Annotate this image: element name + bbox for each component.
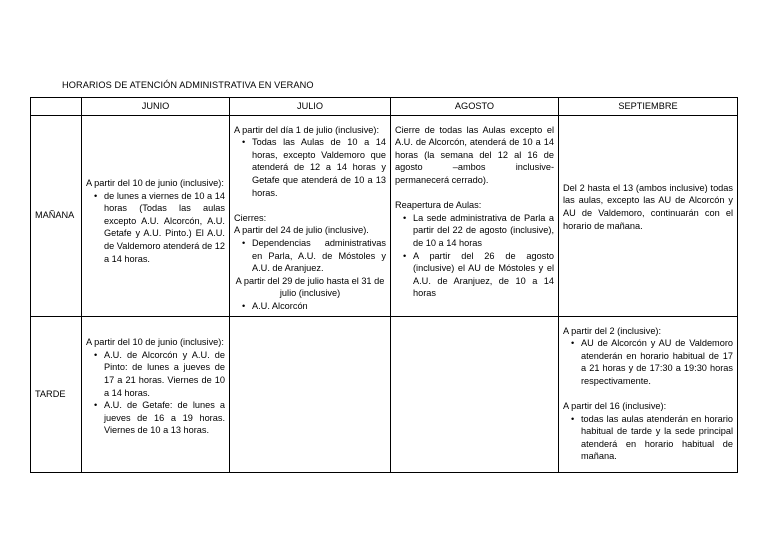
list-item: • Dependencias administrativas en Parla, A.U. de Móstoles y A.U. de Aranjuez. <box>252 237 386 275</box>
header-septiembre: SEPTIEMBRE <box>559 98 738 116</box>
julio-cierres-label: Cierres: <box>234 212 267 223</box>
row-manana <box>31 115 738 316</box>
list-item: • todas las aulas atenderán en horario habitual de tarde y la sede principal atenderá en horario habitual de mañana. <box>581 413 733 463</box>
list-item: • A partir del 26 de agosto (inclusive) el AU de Móstoles y el A.U. de Aranjuez, de 10 a 14 horas <box>413 250 554 300</box>
julio-list-2 <box>234 237 386 275</box>
septiembre-tarde-intro-2: A partir del 16 (inclusive): <box>563 401 667 412</box>
header-agosto: AGOSTO <box>391 98 559 116</box>
cell-manana-junio <box>82 115 230 316</box>
junio-manana-list <box>86 190 225 266</box>
header-junio: JUNIO <box>82 98 230 116</box>
row-tarde <box>31 316 738 472</box>
septiembre-manana-text: Del 2 hasta el 13 (ambos inclusive) todas las aulas, excepto las AU de Alcorcón y AU de Valdemoro, continuarán con el horario de mañana. <box>563 182 733 231</box>
schedule-table <box>30 97 738 473</box>
list-item: • A.U. Alcorcón <box>252 300 386 313</box>
julio-list-1 <box>234 136 386 199</box>
cell-tarde-septiembre <box>559 316 738 472</box>
list-item: • AU de Alcorcón y AU de Valdemoro atenderán en horario habitual de 17 a 21 horas y de 17:30 a 19:30 horas respectivamente. <box>581 337 733 387</box>
list-item: • A.U. de Alcorcón y A.U. de Pinto: de lunes a jueves de 17 a 21 horas. Viernes de 10 a 14 horas. <box>104 349 225 399</box>
agosto-list <box>395 212 554 300</box>
septiembre-list-2 <box>563 413 733 463</box>
agosto-reapertura-label: Reapertura de Aulas: <box>395 200 482 211</box>
cell-tarde-julio <box>230 316 391 472</box>
list-item: • de lunes a viernes de 10 a 14 horas (Todas las aulas excepto A.U. Alcorcón, A.U. Getafe y A.U. Pinto.) El A.U. de Valdemoro atenderá de 12 a 14 horas. <box>104 190 225 266</box>
julio-list-3 <box>234 300 386 313</box>
julio-cierres-date: A partir del 24 de julio (inclusive). <box>234 225 369 236</box>
row-label-manana: MAÑANA <box>31 115 82 316</box>
cell-manana-agosto <box>391 115 559 316</box>
page-title: HORARIOS DE ATENCIÓN ADMINISTRATIVA EN VERANO <box>62 80 314 90</box>
junio-tarde-list <box>86 349 225 437</box>
list-item: • La sede administrativa de Parla a partir del 22 de agosto (inclusive), de 10 a 14 horas <box>413 212 554 250</box>
cell-manana-julio <box>230 115 391 316</box>
header-julio: JULIO <box>230 98 391 116</box>
list-item: • A.U. de Getafe: de lunes a jueves de 16 a 19 horas. Viernes de 10 a 13 horas. <box>104 399 225 437</box>
header-empty <box>31 98 82 116</box>
junio-tarde-intro: A partir del 10 de junio (inclusive): <box>86 337 224 348</box>
julio-manana-intro: A partir del día 1 de julio (inclusive): <box>234 124 380 135</box>
septiembre-tarde-intro-1: A partir del 2 (inclusive): <box>563 325 662 336</box>
row-label-tarde: TARDE <box>31 316 82 472</box>
julio-extra: A partir del 29 de julio hasta el 31 de julio (inclusive) <box>235 275 385 299</box>
septiembre-list-1 <box>563 337 733 387</box>
cell-manana-septiembre <box>559 115 738 316</box>
list-item: • Todas las Aulas de 10 a 14 horas, excepto Valdemoro que atenderá de 12 a 14 horas y Getafe que atenderá de 10 a 13 horas. <box>252 136 386 199</box>
cell-tarde-junio <box>82 316 230 472</box>
junio-manana-intro: A partir del 10 de junio (inclusive): <box>86 177 224 188</box>
agosto-manana-intro: Cierre de todas las Aulas excepto el A.U. de Alcorcón, atenderá de 10 a 14 horas (la semana del 12 al 16 de agosto –ambos inclusive- permanecerá cerrado). <box>395 124 554 185</box>
header-row <box>31 98 738 116</box>
cell-tarde-agosto <box>391 316 559 472</box>
